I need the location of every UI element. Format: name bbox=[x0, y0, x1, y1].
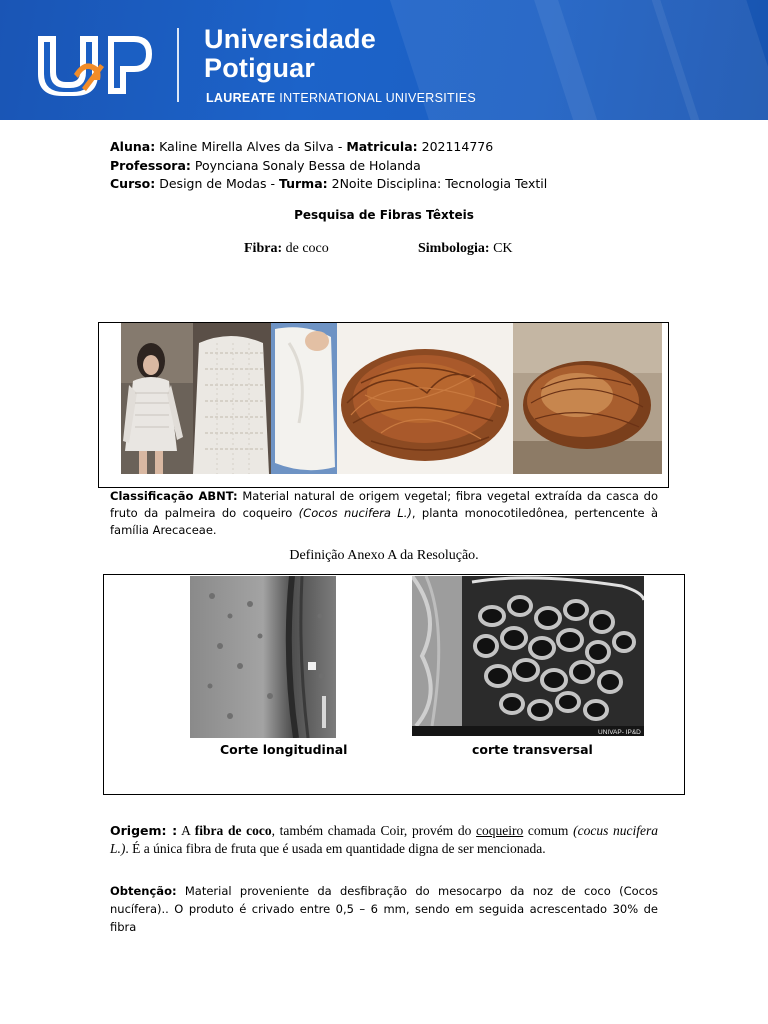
logo-divider bbox=[177, 28, 179, 102]
origem-paragraph bbox=[110, 822, 658, 858]
photo-strip bbox=[121, 323, 662, 474]
classificacao-text1: Material natural de origem vegetal; fibra vegetal extraída da casca do fruto da palmeira do coqueiro bbox=[110, 489, 658, 520]
sem-transversal-image bbox=[412, 576, 644, 736]
definicao-line: Definição Anexo A da Resolução. bbox=[289, 548, 479, 563]
classificacao-text2: , planta monocotiledônea, pertencente à família Arecaceae. bbox=[110, 506, 658, 537]
aluna-line bbox=[110, 138, 547, 157]
origem-label: Origem: : bbox=[110, 823, 178, 838]
photo-white-fabric bbox=[271, 323, 337, 474]
laureate-bold: LAUREATE bbox=[206, 91, 276, 105]
simbologia-field bbox=[418, 241, 513, 257]
origem-text-b: , também chamada Coir, provém do bbox=[271, 823, 477, 838]
origem-bold: fibra de coco bbox=[194, 823, 272, 838]
fibra-value: de coco bbox=[282, 241, 329, 256]
simbologia-value: CK bbox=[489, 241, 513, 256]
professora-value: Poynciana Sonaly Bessa de Holanda bbox=[190, 157, 421, 173]
professora-label: Professora: bbox=[110, 157, 191, 173]
document-title: Pesquisa de Fibras Têxteis bbox=[294, 208, 474, 222]
classificacao-paragraph bbox=[110, 488, 658, 539]
fibra-label: Fibra: bbox=[244, 241, 283, 256]
microscopy-frame bbox=[103, 574, 685, 795]
unp-logo bbox=[34, 30, 156, 98]
aluna-label: Aluna: bbox=[110, 139, 156, 154]
sem-longitudinal-image bbox=[190, 576, 336, 738]
photo-knitted-top bbox=[193, 323, 271, 474]
turma-value: 2Noite Disciplina: Tecnologia Textil bbox=[327, 176, 548, 191]
curso-value: Design de Modas - bbox=[155, 176, 279, 191]
caption-corte-longitudinal: Corte longitudinal bbox=[220, 742, 348, 757]
university-name-line1: Universidade bbox=[204, 24, 376, 54]
photo-coconut-husk bbox=[513, 323, 662, 474]
obtencao-text: Material proveniente da desfibração do mesocarpo da noz de coco (Cocos nucífera).. O produto é crivado entre 0,5 – 6 mm, sendo em seguida acrescentado 30% de fibra bbox=[110, 884, 658, 934]
photo-strip-frame bbox=[98, 322, 669, 488]
fibra-field bbox=[244, 241, 329, 257]
origem-text-a: A bbox=[177, 823, 195, 838]
classificacao-scientific-name: (Cocos nucifera L.) bbox=[298, 506, 412, 520]
origem-underlined: coqueiro bbox=[476, 823, 524, 838]
matricula-value: 202114776 bbox=[417, 139, 494, 154]
classificacao-label: Classificação ABNT: bbox=[110, 489, 238, 503]
obtencao-paragraph bbox=[110, 882, 658, 936]
origem-text-d: . É a única fibra de fruta que é usada em quantidade digna de ser mencionada. bbox=[125, 841, 546, 856]
turma-label: Turma: bbox=[278, 176, 328, 191]
professora-line bbox=[110, 157, 547, 176]
laureate-tagline bbox=[206, 91, 476, 105]
student-info bbox=[110, 138, 547, 194]
university-name-line2: Potiguar bbox=[204, 53, 316, 83]
curso-label: Curso: bbox=[110, 176, 156, 191]
caption-corte-transversal: corte transversal bbox=[472, 742, 593, 757]
photo-coir-fiber-pile bbox=[337, 323, 513, 474]
origem-italic: (cocus nucifera L.) bbox=[110, 823, 659, 856]
aluna-value: Kaline Mirella Alves da Silva - bbox=[155, 139, 347, 154]
obtencao-label: Obtenção: bbox=[110, 884, 177, 898]
simbologia-label: Simbologia: bbox=[418, 241, 490, 256]
matricula-label: Matricula: bbox=[346, 139, 418, 154]
laureate-rest: INTERNATIONAL UNIVERSITIES bbox=[275, 91, 477, 105]
origem-text-c: comum bbox=[523, 823, 574, 838]
photo-woman-sweater bbox=[121, 323, 193, 474]
sem-footer-label: UNIVAP- IP&D bbox=[598, 729, 641, 736]
curso-line bbox=[110, 175, 547, 194]
header-banner bbox=[0, 0, 768, 120]
